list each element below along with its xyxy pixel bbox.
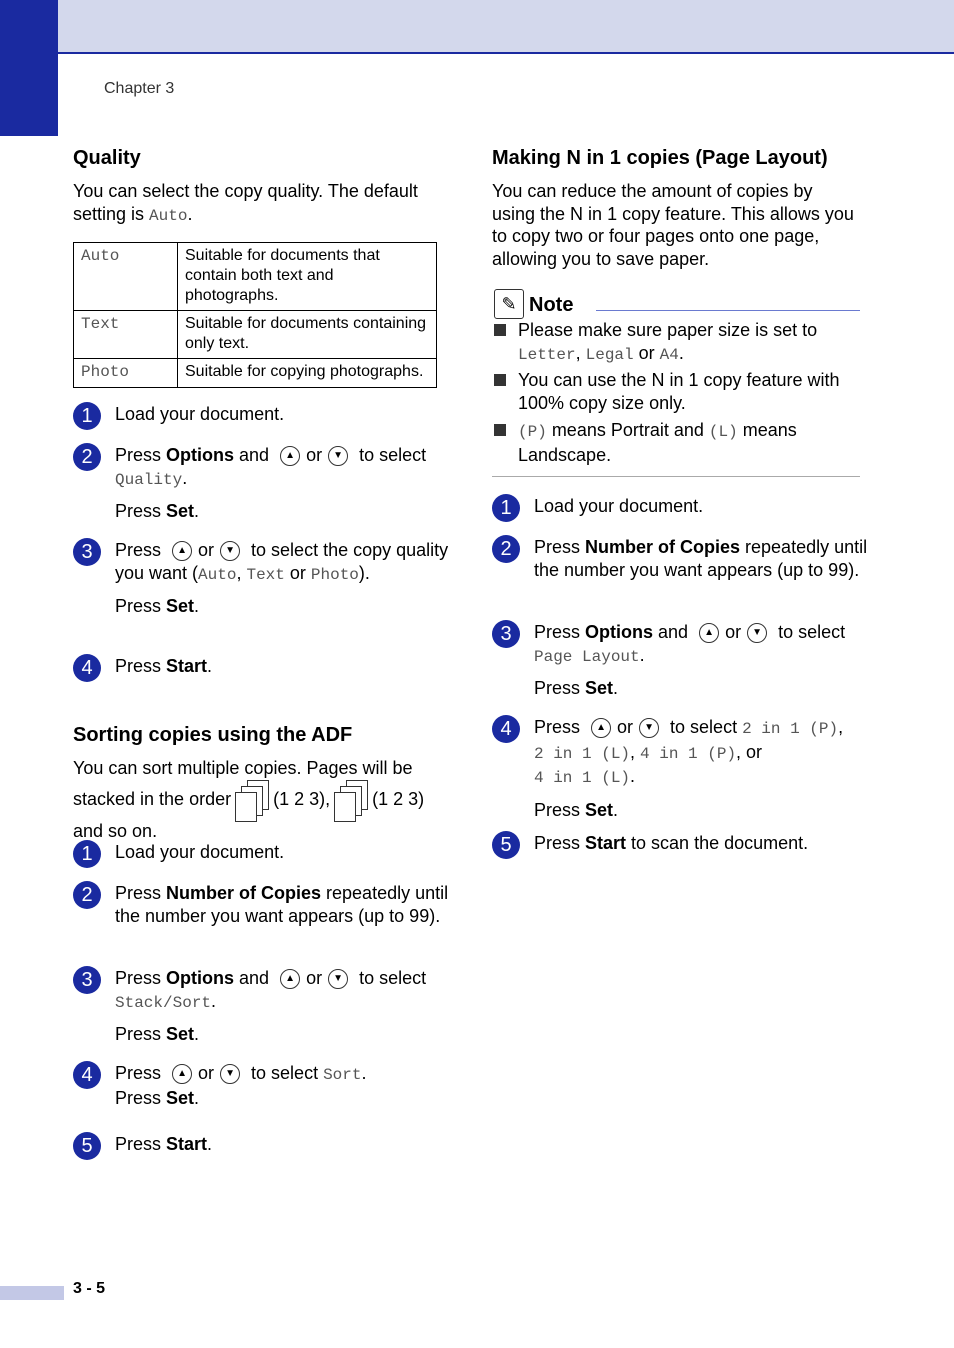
number-of-copies-key: Number of Copies — [585, 537, 741, 557]
menu-code: (P) — [518, 423, 547, 441]
down-arrow-icon: ▼ — [747, 623, 767, 643]
step-number: 1 — [492, 494, 520, 522]
step-text-part: Press — [115, 968, 167, 988]
note-divider — [492, 476, 860, 477]
step-text: Load your document. — [115, 842, 285, 862]
up-arrow-icon: ▲ — [280, 446, 300, 466]
step-text-part: or — [306, 968, 323, 988]
step-text — [115, 882, 455, 927]
press-set-line — [115, 500, 455, 523]
step-number: 2 — [73, 881, 101, 909]
sorting-intro-text: You can sort multiple copies. Pages will be stacked in the order — [73, 758, 413, 809]
step-text-part: Press — [115, 1134, 167, 1154]
step-text — [115, 1062, 455, 1109]
step-text-part: or — [617, 717, 634, 737]
note-text: Please make sure paper size is set to — [518, 320, 818, 340]
step-text — [115, 1133, 455, 1156]
step-number: 4 — [73, 1061, 101, 1089]
note-text: , — [575, 342, 586, 363]
step-text-part: Press — [115, 540, 167, 560]
step-text-part: Press — [534, 799, 586, 820]
step-text-part: Press — [534, 717, 586, 737]
set-key: Set — [166, 1087, 195, 1108]
start-key: Start — [585, 833, 627, 853]
step-text: Load your document. — [534, 496, 704, 516]
options-key: Options — [166, 445, 235, 465]
options-key: Options — [166, 968, 235, 988]
step-text-part: . — [194, 1024, 200, 1044]
step-text-part: Press — [115, 596, 167, 616]
step-text-part: Press — [534, 678, 586, 698]
step-text — [115, 655, 455, 678]
step-text-part: . — [194, 1087, 200, 1108]
step-text-part: . — [639, 644, 645, 665]
step-number: 3 — [492, 620, 520, 648]
up-arrow-icon: ▲ — [172, 1064, 192, 1084]
note-text: means Portrait and — [546, 420, 709, 440]
step-text-part: Press — [534, 622, 586, 642]
step-text-part: ). — [358, 562, 370, 583]
menu-code: Text — [246, 565, 285, 584]
quality-default-code: Auto — [149, 206, 188, 225]
step-text-part: Press — [115, 1063, 167, 1083]
step-text-part: and — [234, 968, 275, 988]
quality-key: Photo — [74, 359, 178, 388]
start-key: Start — [166, 1134, 208, 1154]
step-text-part: . — [207, 1134, 213, 1154]
quality-table — [73, 242, 437, 388]
up-arrow-icon: ▲ — [699, 623, 719, 643]
down-arrow-icon: ▼ — [328, 446, 348, 466]
step-number: 5 — [492, 831, 520, 859]
step-text-part: or — [198, 540, 215, 560]
quality-intro-text: You can select the copy quality. The default setting is — [73, 181, 418, 224]
down-arrow-icon: ▼ — [639, 718, 659, 738]
step-number: 5 — [73, 1132, 101, 1160]
table-row — [74, 359, 437, 388]
step-text-part: , — [630, 741, 641, 762]
sorting-heading: Sorting copies using the ADF — [73, 724, 353, 746]
menu-code: Stack/Sort — [115, 993, 212, 1012]
step-number: 3 — [73, 966, 101, 994]
step-text-part: or — [306, 445, 323, 465]
order-text: (1 2 3), — [273, 788, 331, 809]
press-set-line — [534, 799, 874, 822]
menu-code: Sort — [323, 1066, 362, 1084]
step-text-part: Press — [115, 445, 167, 465]
press-set-line — [115, 1087, 455, 1110]
note-rule — [596, 310, 860, 311]
menu-code: Page Layout — [534, 647, 640, 666]
nin1-intro: You can reduce the amount of copies by using the N in 1 copy feature. This allows you to copy two or four pages onto one page, allowing you to save paper. — [492, 181, 854, 269]
set-key: Set — [585, 799, 614, 820]
menu-code: 2 in 1 (P) — [742, 720, 839, 738]
order-text: (1 2 3) — [372, 788, 425, 809]
down-arrow-icon: ▼ — [328, 969, 348, 989]
quality-intro — [73, 180, 443, 227]
step-text — [115, 539, 455, 618]
press-set-line — [115, 1023, 455, 1046]
step-text-part: Press — [534, 537, 586, 557]
number-of-copies-key: Number of Copies — [166, 883, 322, 903]
step-number: 3 — [73, 538, 101, 566]
step-text-part: . — [361, 1063, 367, 1083]
footer-bar — [0, 1286, 64, 1300]
step-text — [534, 536, 874, 581]
note-pencil-icon: ✎ — [494, 289, 524, 319]
step-text: Load your document. — [115, 404, 285, 424]
step-text-part: and — [653, 622, 694, 642]
step-text-part: or — [198, 1063, 215, 1083]
chapter-label: Chapter 3 — [104, 80, 175, 97]
step-text — [534, 832, 874, 855]
nin1-heading: Making N in 1 copies (Page Layout) — [492, 147, 828, 169]
quality-desc: Suitable for documents containing only text. — [178, 311, 437, 359]
menu-code: Auto — [198, 565, 237, 584]
step-text — [115, 444, 455, 523]
step-text-part: . — [194, 596, 200, 616]
menu-code: Photo — [310, 565, 359, 584]
step-text-part: to select — [665, 717, 743, 737]
step-text-part: . — [194, 501, 200, 521]
step-text-part: to scan the document. — [626, 833, 809, 853]
step-number: 4 — [492, 715, 520, 743]
step-text-part: . — [613, 678, 619, 698]
step-text-part: , — [236, 562, 247, 583]
down-arrow-icon: ▼ — [220, 541, 240, 561]
step-text-part: Press — [115, 1087, 167, 1108]
stack-pages-icon — [235, 780, 269, 820]
options-key: Options — [585, 622, 654, 642]
step-text — [534, 716, 874, 821]
quality-intro-end: . — [187, 203, 193, 224]
step-text — [115, 967, 455, 1046]
header-band — [0, 0, 954, 54]
bullet-icon — [494, 424, 506, 436]
step-text-part: . — [613, 799, 619, 820]
step-text-part: Press — [115, 501, 167, 521]
step-text-part: repeatedly until the number you want appears (up to 99). — [534, 537, 868, 580]
menu-code: 4 in 1 (P) — [640, 744, 737, 763]
quality-key: Auto — [74, 243, 178, 311]
step-text-part: to select — [246, 1063, 324, 1083]
step-text — [534, 621, 874, 700]
note-title: Note — [529, 294, 574, 316]
note-bullet-2: You can use the N in 1 copy feature with 100% copy size only. — [518, 370, 840, 413]
note-bullet-3 — [518, 419, 863, 466]
quality-key: Text — [74, 311, 178, 359]
step-text-part: . — [211, 990, 217, 1011]
step-number: 1 — [73, 402, 101, 430]
step-number: 2 — [492, 535, 520, 563]
step-text-part: to select — [773, 622, 846, 642]
quality-desc: Suitable for documents that contain both text and photographs. — [178, 243, 437, 311]
stack-pages-icon — [334, 780, 368, 820]
step-text-part: or — [284, 562, 311, 583]
step-text-part: Press — [534, 833, 586, 853]
step-text-part: Press — [115, 656, 167, 676]
step-text-part: , — [838, 717, 844, 737]
menu-code: 2 in 1 (L) — [534, 744, 631, 763]
note-text: . — [678, 342, 684, 363]
quality-desc: Suitable for copying photographs. — [178, 359, 437, 388]
press-set-line — [115, 595, 455, 618]
note-text: means Landscape. — [518, 420, 797, 465]
menu-code: (L) — [708, 423, 738, 441]
step-text-part: to select — [354, 445, 427, 465]
step-text-part: to select — [354, 968, 427, 988]
note-bullet-1 — [518, 319, 863, 366]
chapter-tab — [0, 0, 58, 136]
bullet-icon — [494, 374, 506, 386]
sorting-intro-end: and so on. — [73, 820, 158, 841]
menu-code: 4 in 1 (L) — [534, 769, 631, 787]
step-text-part: and — [234, 445, 275, 465]
step-text-part: . — [207, 656, 213, 676]
table-row — [74, 311, 437, 359]
set-key: Set — [166, 1024, 195, 1044]
up-arrow-icon: ▲ — [172, 541, 192, 561]
set-key: Set — [166, 501, 195, 521]
menu-code: Legal — [585, 345, 634, 364]
table-row — [74, 243, 437, 311]
start-key: Start — [166, 656, 208, 676]
step-text-part: Press — [115, 1024, 167, 1044]
quality-heading: Quality — [73, 147, 141, 169]
down-arrow-icon: ▼ — [220, 1064, 240, 1084]
step-number: 4 — [73, 654, 101, 682]
set-key: Set — [166, 596, 195, 616]
step-number: 1 — [73, 840, 101, 868]
step-text-part: . — [182, 467, 188, 488]
sorting-intro — [73, 757, 448, 842]
step-text-part: to select the copy quality you want ( — [115, 540, 449, 583]
menu-code: A4 — [659, 345, 679, 364]
note-text: or — [633, 342, 660, 363]
page-number: 3 - 5 — [73, 1280, 106, 1297]
bullet-icon — [494, 324, 506, 336]
step-text-part: repeatedly until the number you want appears (up to 99). — [115, 883, 449, 926]
menu-code: Quality — [115, 470, 183, 489]
up-arrow-icon: ▲ — [280, 969, 300, 989]
press-set-line — [534, 677, 874, 700]
step-text-part: . — [630, 766, 636, 786]
step-text-part: or — [725, 622, 742, 642]
set-key: Set — [585, 678, 614, 698]
step-text-part: Press — [115, 883, 167, 903]
up-arrow-icon: ▲ — [591, 718, 611, 738]
step-text-part: , or — [736, 741, 763, 762]
step-number: 2 — [73, 443, 101, 471]
menu-code: Letter — [518, 345, 576, 364]
